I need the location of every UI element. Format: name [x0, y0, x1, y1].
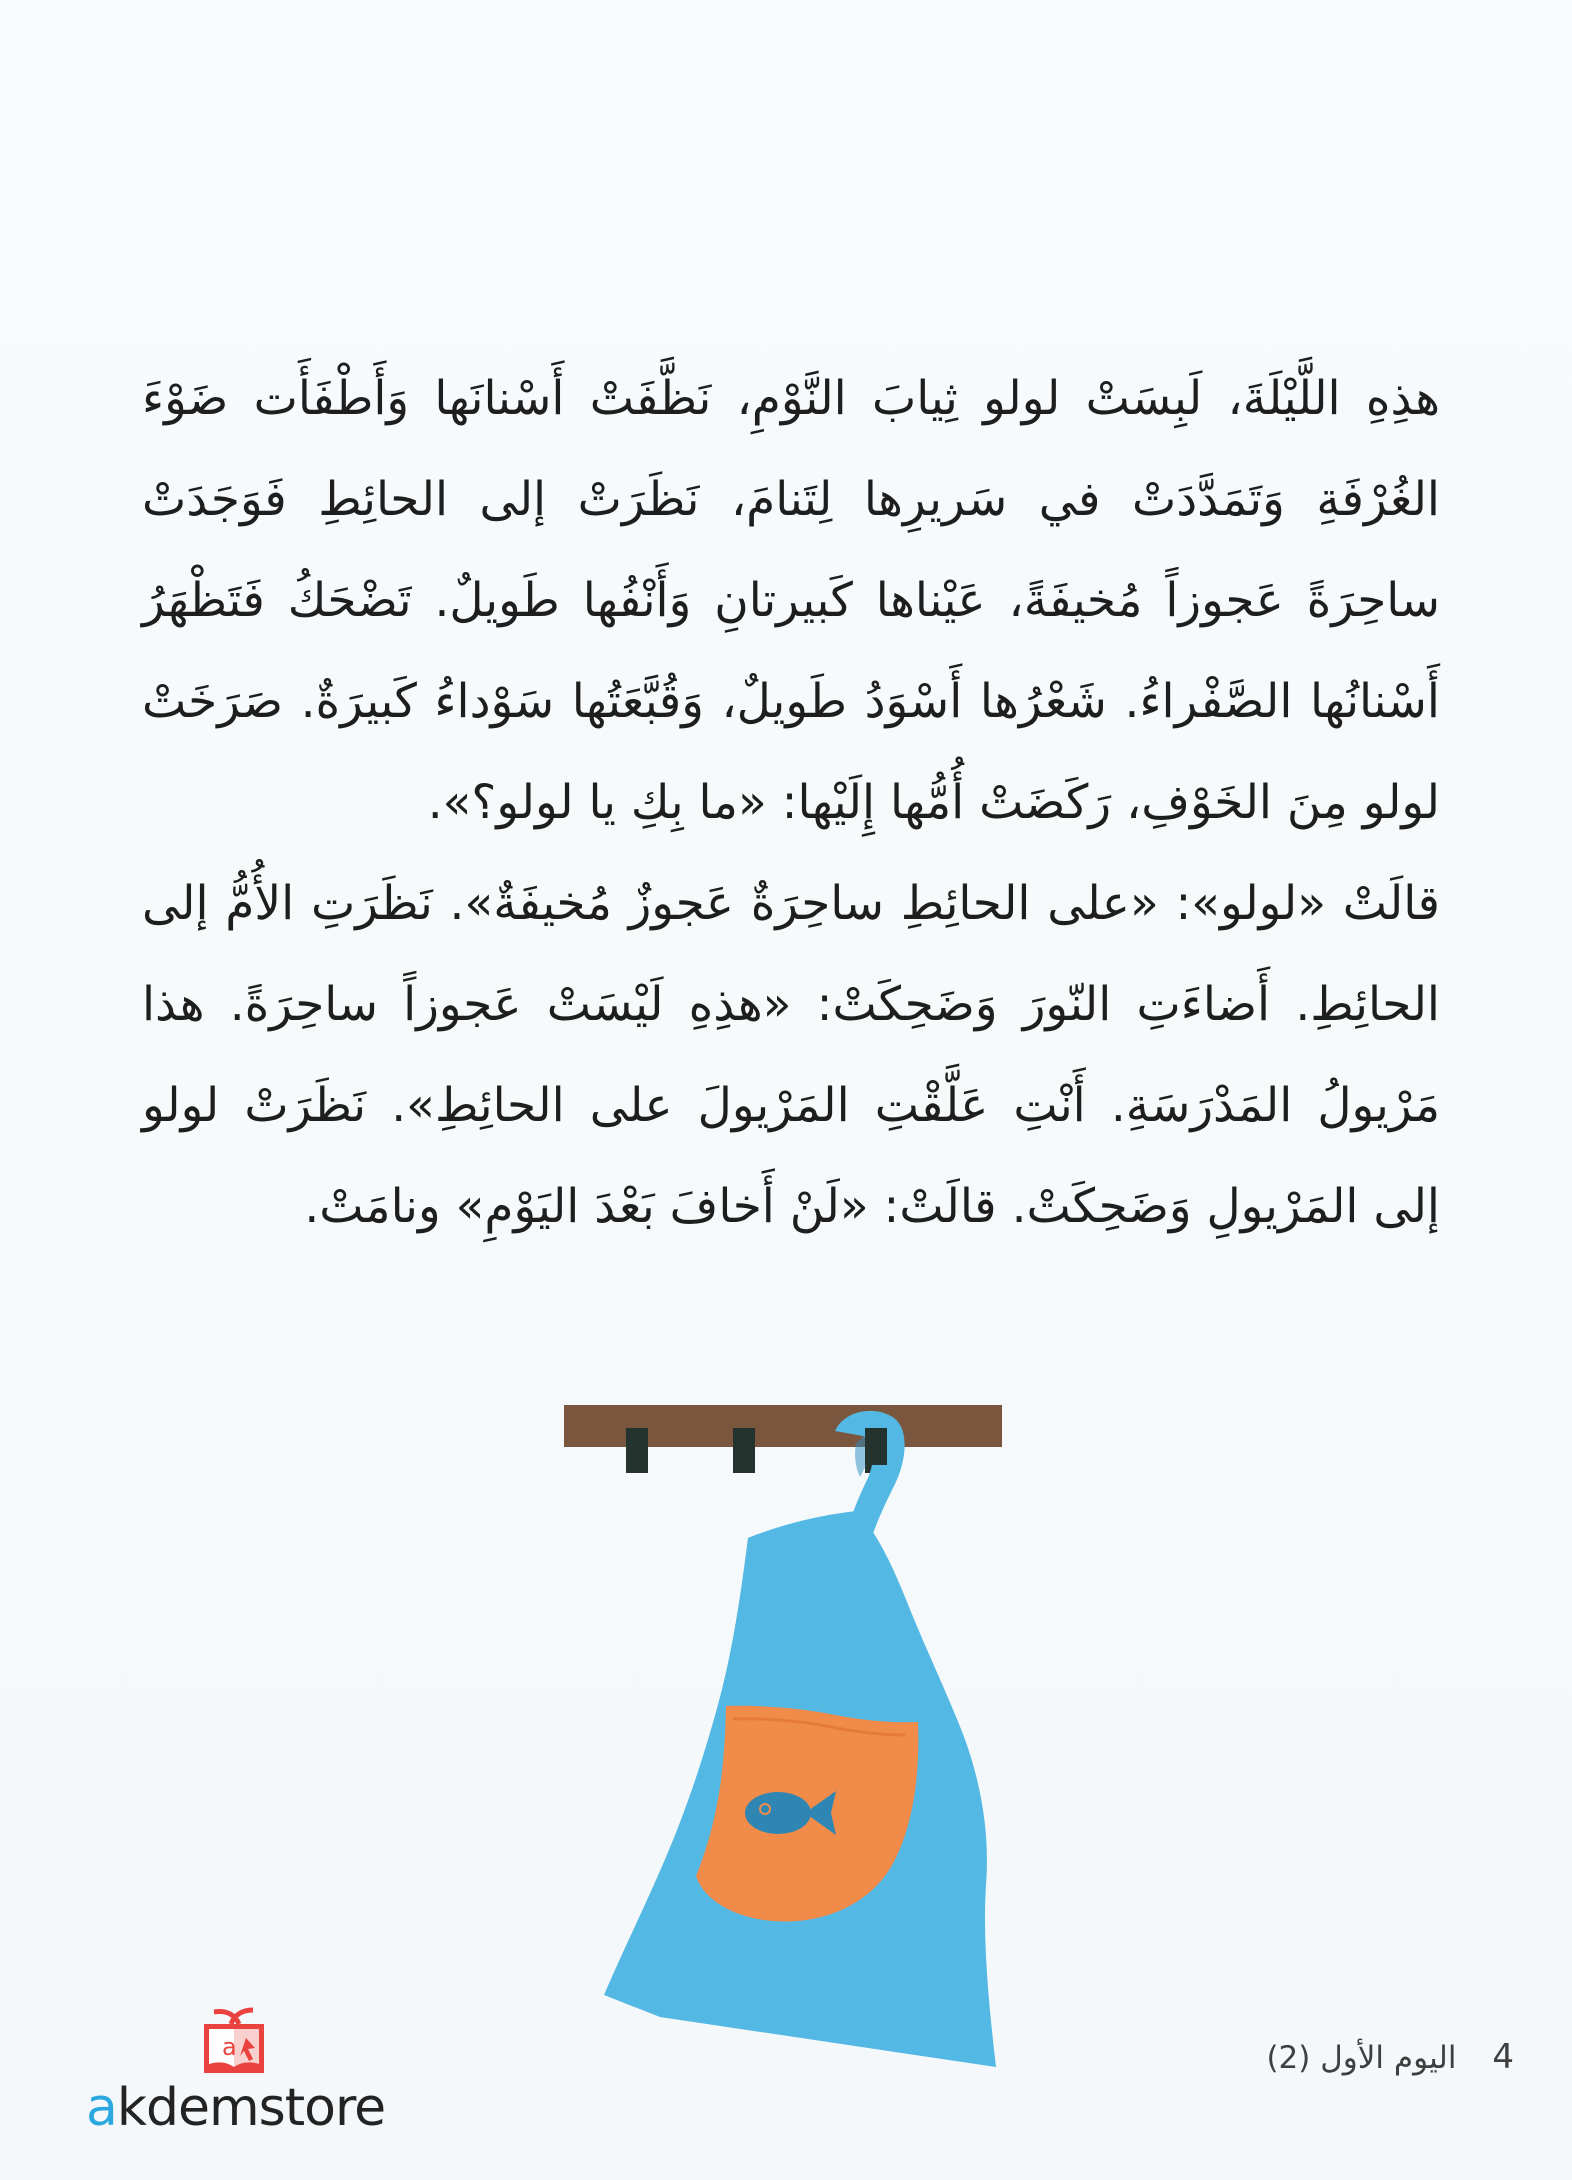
rack-hook-left: [626, 1428, 648, 1473]
story-text: [142, 348, 1440, 1257]
svg-text:a: a: [222, 2033, 237, 2061]
store-name-prefix: a: [86, 2078, 117, 2138]
story-paragraph-2: قالَتْ «لولو»: «على الحائِطِ ساحِرَةٌ عَجوزٌ مُخيفَةٌ». نَظَرَتِ الأُمُّ إلى الحائِطِ. أَضاءَتِ النّورَ وَضَحِكَتْ: «هذِهِ لَيْسَتْ عَجوزاً ساحِرَةً. هذا مَرْيولُ المَدْرَسَةِ. أَنْتِ عَلَّقْتِ المَرْيولَ على الحائِطِ». نَظَرَتْ لولو إلى المَرْيولِ وَضَحِكَتْ. قالَتْ: «لَنْ أَخافَ بَعْدَ اليَوْمِ» ونامَتْ.: [142, 876, 1440, 1234]
book-logo-icon: [196, 2006, 272, 2084]
chapter-label: اليوم الأول (2): [1266, 2040, 1457, 2076]
rack-hook-middle: [733, 1428, 755, 1473]
publisher-logo: [86, 2006, 386, 2138]
story-paragraph-1: هذِهِ اللَّيْلَةَ، لَبِسَتْ لولو ثِيابَ النَّوْمِ، نَظَّفَتْ أَسْنانَها وَأَطْفَأَت ضَوْءَ الغُرْفَةِ وَتَمَدَّدَتْ في سَريرِها لِتَنامَ، نَظَرَتْ إلى الحائِطِ فَوَجَدَتْ ساحِرَةً عَجوزاً مُخيفَةً، عَيْناها كَبيرتانِ وَأَنْفُها طَويلٌ. تَضْحَكُ فَتَظْهَرُ أَسْنانُها الصَّفْراءُ. شَعْرُها أَسْوَدُ طَويلٌ، وَقُبَّعَتُها سَوْداءُ كَبيرَةٌ. صَرَخَتْ لولو مِنَ الخَوْفِ، رَكَضَتْ أُمُّها إِلَيْها: «ما بِكِ يا لولو؟».: [142, 371, 1440, 830]
store-name-suffix: kdemstore: [116, 2078, 386, 2138]
apron-on-hook-illustration: [560, 1405, 1020, 2085]
page-footer: [1264, 2037, 1514, 2085]
rack-hook-front: [865, 1428, 887, 1465]
store-name: [86, 2080, 385, 2136]
page-number: 4: [1492, 2037, 1514, 2077]
